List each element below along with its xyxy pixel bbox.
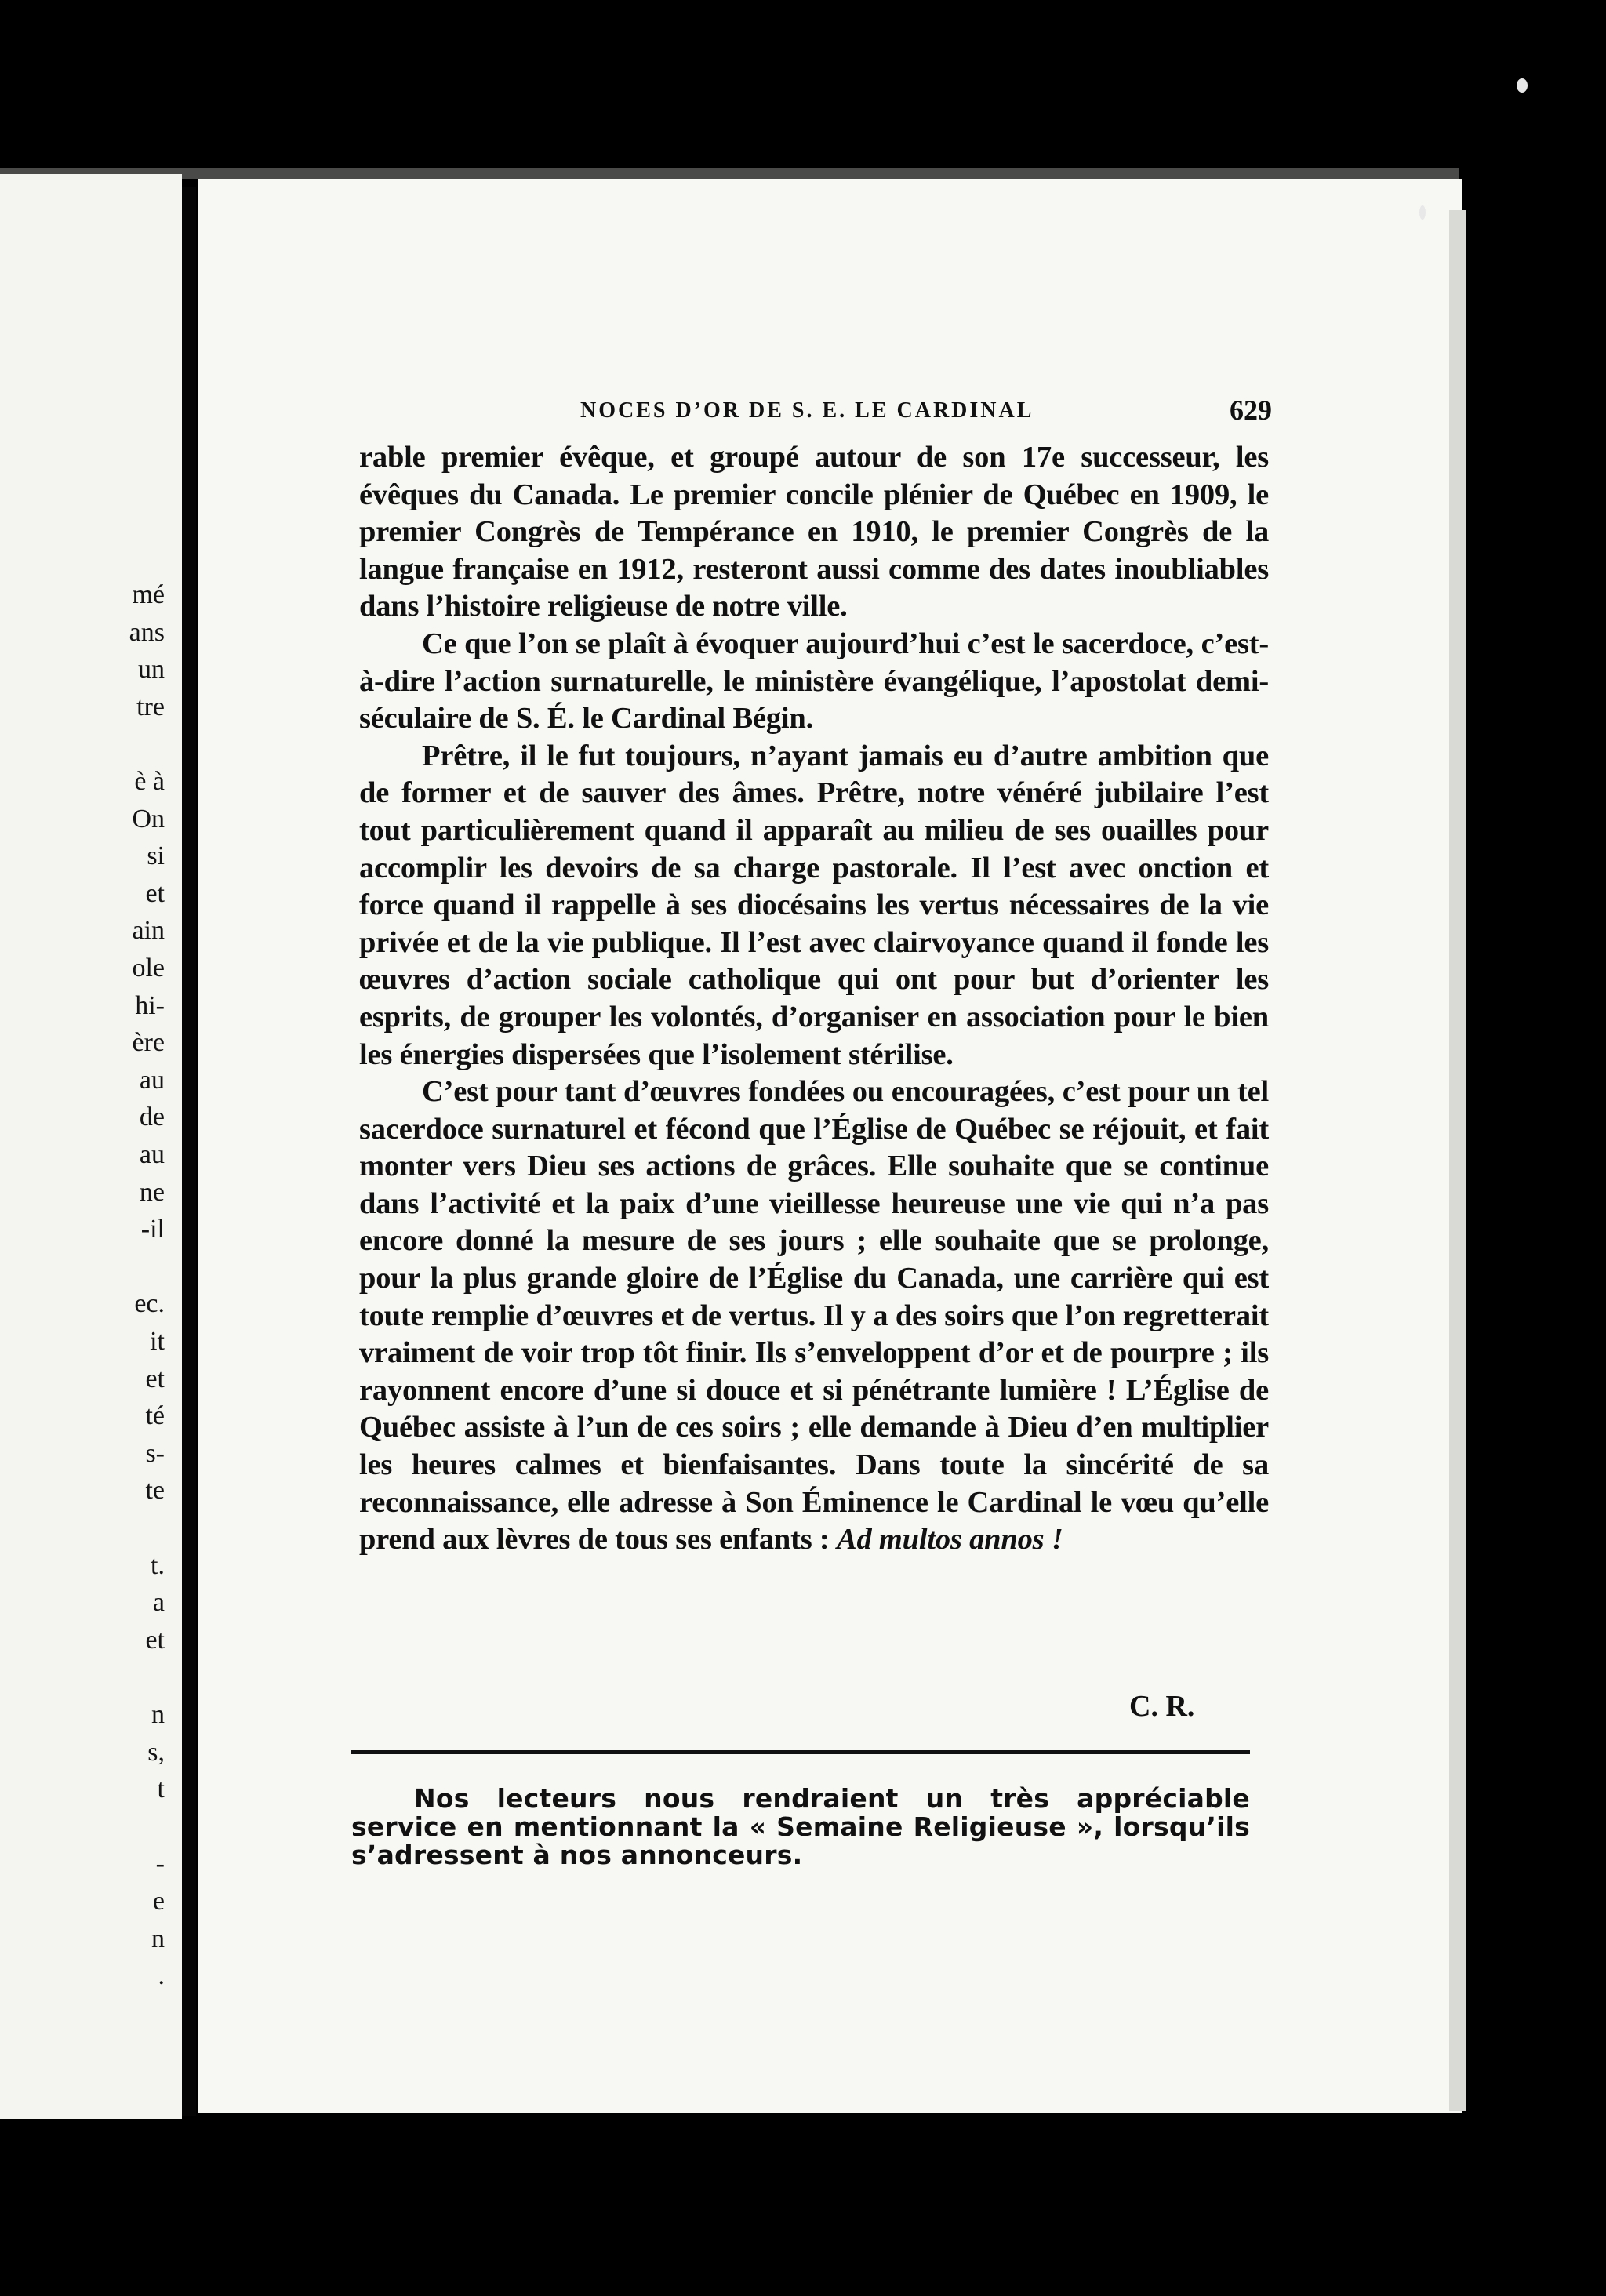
dust-speck: [1517, 78, 1528, 93]
reader-notice: Nos lecteurs nous rendraient un très appréciable service en mentionnant la « Semaine Religieuse », lorsqu’ils s’adressent à nos annonceurs.: [351, 1783, 1250, 1870]
left-page-fragment-text: s,: [147, 1738, 165, 1767]
left-page-fragment-text: te: [145, 1476, 165, 1505]
left-page-fragment-text: s-: [145, 1439, 165, 1468]
paragraph-3: Prêtre, il le fut toujours, n’ayant jamais eu d’autre ambition que de former et de sauver des âmes. Prêtre, notre vénéré jubilaire l’est tout particulièrement quand il apparaît au milieu de ses ouailles pour accomplir les devoirs de sa charge pastorale. Il l’est avec onction et force quand il rappelle à ses diocésains les vertus nécessaires de la vie privée et de la vie publique. Il l’est avec clairvoyance quand il fonde les œuvres d’action sociale catholique qui ont pour but d’orienter les esprits, de grouper les volontés, d’organiser en association pour le bien les énergies dispersées que l’isolement stérilise.: [359, 739, 1269, 1071]
left-page-fragment-text: hi-: [135, 991, 165, 1020]
left-page-fragment-text: e: [152, 1887, 165, 1916]
paragraph-4-text: C’est pour tant d’œuvres fondées ou encouragées, c’est pour un tel sacerdoce surnaturel et fécond que l’Église de Québec se réjouit, et fait monter vers Dieu ses actions de grâces. Elle souhaite que se continue dans l’activité et la paix d’une vieillesse heureuse une vie qui n’a pas encore donné la mesure de ses jours ; elle souhaite que se prolonge, pour la plus grande gloire de l’Église du Canada, une carrière qui est toute remplie d’œuvres et de vertus. Il y a des soirs que l’on regretterait vraiment de voir trop tôt finir. Ils s’enveloppent d’or et de pourpre ; ils rayonnent encore d’une si douce et si pénétrante lumière ! L’Église de Québec assiste à l’un de ces soirs ; elle demande à Dieu d’en multiplier les heures calmes et bienfaisantes. Dans toute la sincérité de sa reconnaissance, elle adresse à Son Éminence le Cardinal le vœu qu’elle prend aux lèvres de tous ses enfants :: [359, 1075, 1269, 1557]
left-page-fragment-text: t: [157, 1775, 165, 1804]
left-page-fragment-text: et: [145, 1364, 165, 1393]
left-page-fragment-text: ère: [132, 1028, 165, 1057]
page-number: 629: [1230, 394, 1272, 426]
horizontal-rule: [351, 1750, 1250, 1754]
book-spine: [182, 187, 196, 2116]
left-page-fragment-text: n: [151, 1700, 165, 1729]
paragraph-1: rable premier évêque, et groupé autour de son 17e successeur, les évêques du Canada. Le premier concile plénier de Québec en 1909, le premier Congrès de Tempérance en 1910, le premier Congrès de la langue française en 1912, resteront aussi comme des dates inoubliables dans l’histoire religieuse de notre ville.: [359, 441, 1269, 623]
closing-latin-phrase: Ad multos annos !: [836, 1523, 1063, 1557]
left-page-fragment-text: è à: [134, 767, 165, 796]
left-page-fragment-text: au: [139, 1140, 165, 1169]
left-page-fragment-text: un: [138, 655, 165, 684]
left-page-fragment-text: t.: [151, 1551, 165, 1580]
left-page-fragment-text: .: [158, 1961, 165, 1990]
article-body: [359, 439, 1269, 1559]
left-page-fragment-text: ec.: [134, 1289, 165, 1318]
page-top-shadow: [0, 168, 1459, 179]
left-page-fragment-text: ne: [139, 1178, 165, 1207]
left-page-fragment-text: au: [139, 1066, 165, 1095]
paragraph-4: [359, 1074, 1269, 1559]
left-page-fragment-text: ole: [132, 954, 165, 983]
left-page-fragment-text: -: [155, 1849, 165, 1878]
left-page-fragment-text: On: [132, 805, 165, 834]
author-signature: C. R.: [1129, 1690, 1195, 1723]
left-page-fragment-text: a: [152, 1588, 165, 1617]
left-page-fragment-text: et: [145, 879, 165, 908]
left-page-fragment-text: et: [145, 1626, 165, 1655]
left-page-fragment-text: ain: [132, 916, 165, 945]
left-page-fragment: [0, 174, 182, 2119]
right-page-edge: [1449, 210, 1466, 2111]
left-page-fragment-text: it: [150, 1327, 165, 1356]
dust-speck: [1419, 205, 1426, 220]
left-page-fragment-text: de: [139, 1103, 165, 1132]
left-page-fragment-text: ans: [129, 618, 165, 647]
left-page-fragment-text: mé: [132, 580, 165, 609]
running-head: NOCES D’OR DE S. E. LE CARDINAL: [580, 398, 1034, 423]
left-page-fragment-text: si: [147, 841, 165, 870]
left-page-fragment-text: -il: [140, 1215, 165, 1244]
left-page-fragment-text: tre: [136, 692, 165, 721]
left-page-fragment-text: n: [151, 1924, 165, 1953]
paragraph-2: Ce que l’on se plaît à évoquer aujourd’hui c’est le sacerdoce, c’est-à-dire l’action surnaturelle, le ministère évangélique, l’apostolat demi-séculaire de S. É. le Cardinal Bégin.: [359, 627, 1269, 736]
left-page-fragment-text: té: [145, 1401, 165, 1430]
